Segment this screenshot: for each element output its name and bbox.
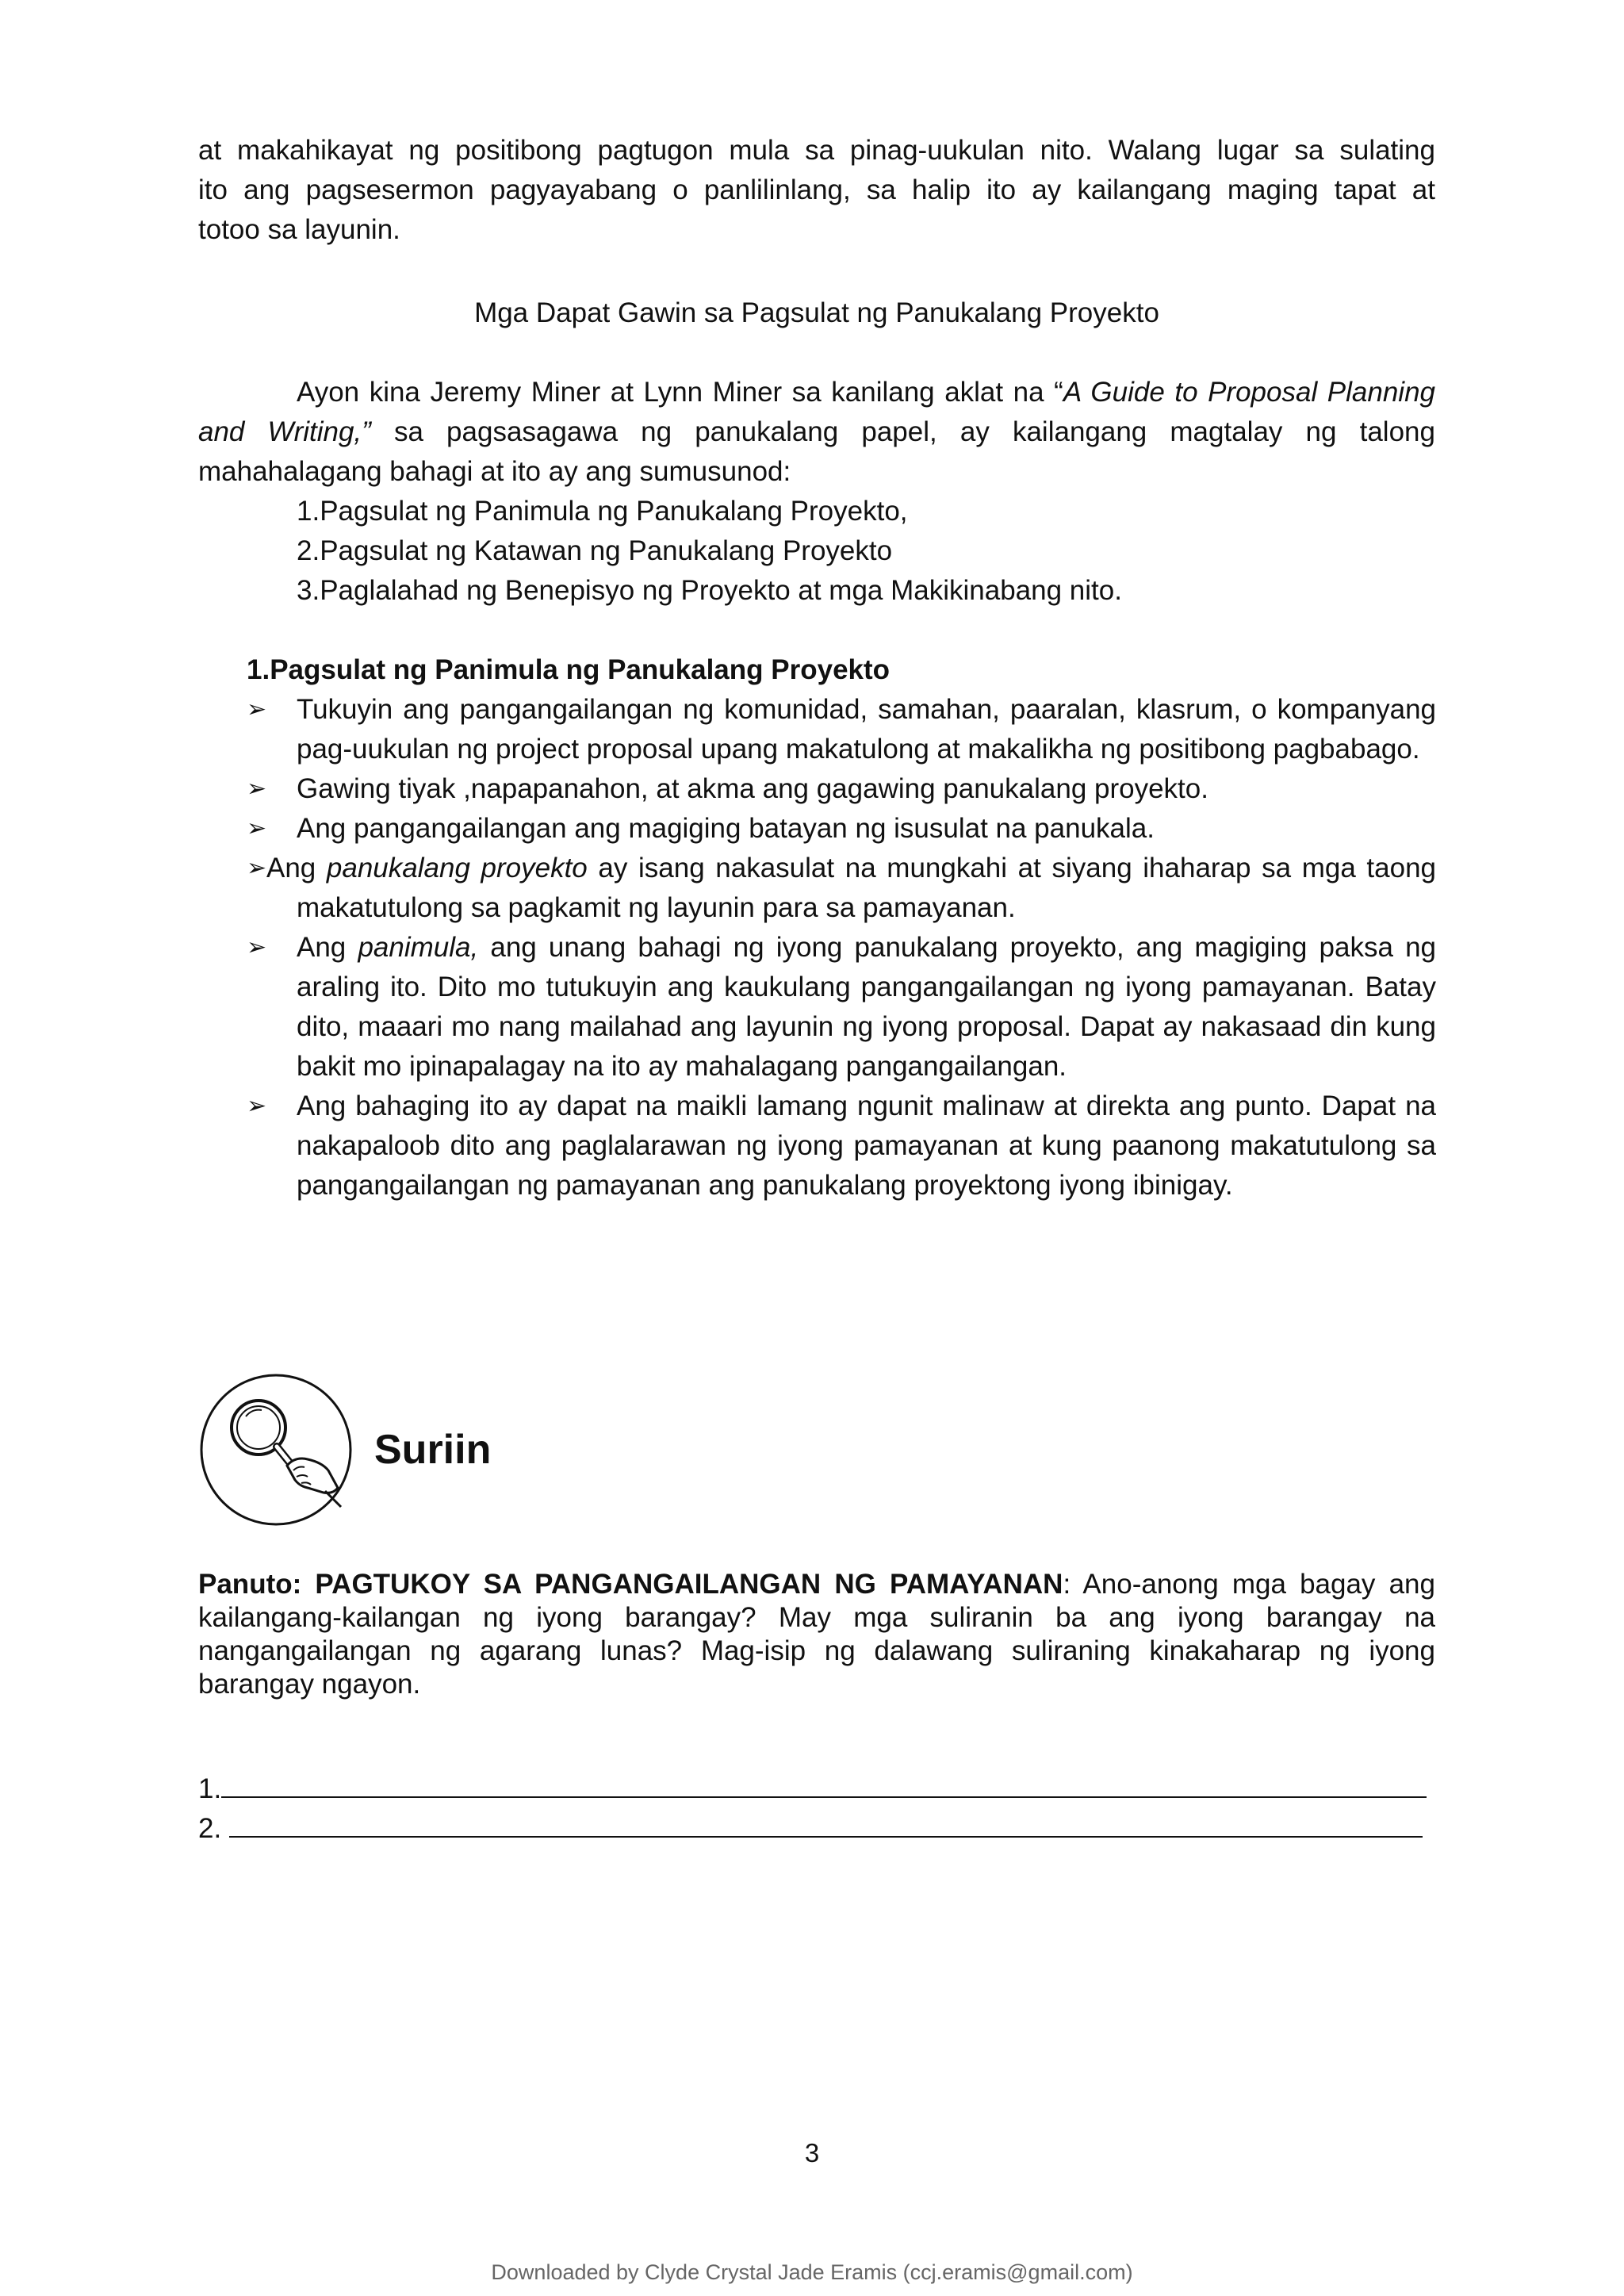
intro-line-1: at makahikayat ng positibong pagtugon mula sa pinag-uukulan nito. Walang lugar sa sulating xyxy=(198,135,1435,166)
answer-number: 1. xyxy=(198,1773,222,1804)
bullet-emphasis: panukalang proyekto xyxy=(326,853,588,884)
answer-blank[interactable] xyxy=(221,1773,1427,1798)
part-item-1: 1.Pagsulat ng Panimula ng Panukalang Proyekto, xyxy=(297,496,908,527)
miner-paragraph xyxy=(198,373,1435,492)
bullet-text: Tukuyin ang pangangailangan ng komunidad, samahan, paaralan, klasrum, o kompanyang pag-uukulan ng project proposal upang makatulong at makalikha ng positibong pagbabago. xyxy=(297,694,1436,765)
bullet-item xyxy=(247,690,1436,769)
bullet-text: Gawing tiyak ,napapanahon, at akma ang gagawing panukalang proyekto. xyxy=(297,773,1208,804)
book-title: A Guide to Proposal Planning and Writing,” xyxy=(198,377,1435,447)
arrow-bullet-icon: ➢ xyxy=(247,854,267,882)
intro-paragraph xyxy=(198,131,1435,250)
panuto-paragraph xyxy=(198,1568,1435,1701)
magnifying-glass-icon xyxy=(198,1372,354,1527)
intro-line-3: totoo sa layunin. xyxy=(198,214,400,245)
bullet-text: Ang bahaging ito ay dapat na maikli lamang ngunit malinaw at direkta ang punto. Dapat na nakapaloob dito ang paglalarawan ng iyong pamayanan at kung paanong makatutulong sa pangangailangan ng pamayanan ang panukalang proyektong iyong ibinigay. xyxy=(297,1091,1436,1201)
bullet-item xyxy=(247,809,1436,849)
panuto-text: : Ano-anong mga bagay ang kailangang-kailangan ng iyong barangay? May mga suliranin ba ang iyong barangay na nangangailangan ng agarang lunas? Mag-isip ng dalawang suliraning kinakaharap ng iyong barangay ngayon. xyxy=(198,1569,1435,1700)
panuto-label: Panuto: PAGTUKOY SA PANGANGAILANGAN NG PAMAYANAN xyxy=(198,1569,1063,1600)
arrow-bullet-icon: ➢ xyxy=(247,696,267,723)
bullet-text: Ang panukalang proyekto ay isang nakasulat na mungkahi at siyang ihaharap sa mga taong makatutulong sa pagkamit ng layunin para sa pamayanan. xyxy=(266,853,1437,923)
bullet-list xyxy=(247,690,1436,1205)
answer-blank[interactable] xyxy=(229,1812,1423,1838)
intro-line-2: ito ang pagsesermon pagyayabang o panlilinlang, sa halip ito ay kailangang maging tapat at xyxy=(198,174,1435,205)
subheading: 1.Pagsulat ng Panimula ng Panukalang Proyekto xyxy=(247,654,891,685)
bullet-item xyxy=(247,928,1436,1087)
arrow-bullet-icon: ➢ xyxy=(247,1092,267,1120)
answer-line-2[interactable] xyxy=(198,1812,1423,1846)
answer-number: 2. xyxy=(198,1813,229,1844)
arrow-bullet-icon: ➢ xyxy=(247,775,267,803)
part-item-2: 2.Pagsulat ng Katawan ng Panukalang Proyekto xyxy=(297,535,893,566)
miner-pre: Ayon kina Jeremy Miner at Lynn Miner sa kanilang aklat na “ xyxy=(297,377,1063,408)
bullet-emphasis: panimula, xyxy=(358,932,479,963)
answer-line-1[interactable] xyxy=(198,1773,1427,1806)
download-footer: Downloaded by Clyde Crystal Jade Eramis (ccj.eramis@gmail.com) xyxy=(491,2260,1133,2284)
bullet-item xyxy=(247,849,1436,928)
bullet-text: Ang panimula, ang unang bahagi ng iyong panukalang proyekto, ang magiging paksa ng araling ito. Dito mo tutukuyin ang kaukulang pangangailangan ng iyong pamayanan. Batay dito, maaari mo nang mailahad ang layunin ng iyong proposal. Dapat ay nakasaad din kung bakit mo ipinapalagay na ito ay mahalagang pangangailangan. xyxy=(297,932,1436,1082)
suriin-heading: Suriin xyxy=(374,1427,492,1473)
bullet-item xyxy=(247,769,1436,809)
arrow-bullet-icon: ➢ xyxy=(247,815,267,842)
section-title: Mga Dapat Gawin sa Pagsulat ng Panukalang Proyekto xyxy=(474,297,1159,328)
parts-list xyxy=(297,492,1438,611)
part-item-3: 3.Paglalahad ng Benepisyo ng Proyekto at mga Makikinabang nito. xyxy=(297,575,1122,606)
arrow-bullet-icon: ➢ xyxy=(247,933,267,961)
bullet-item xyxy=(247,1087,1436,1205)
miner-post: sa pagsasagawa ng panukalang papel, ay kailangang magtalay ng talong mahahalagang bahagi at ito ay ang sumusunod: xyxy=(198,416,1435,487)
bullet-text: Ang pangangailangan ang magiging batayan ng isusulat na panukala. xyxy=(297,813,1155,844)
page-number: 3 xyxy=(804,2138,820,2168)
